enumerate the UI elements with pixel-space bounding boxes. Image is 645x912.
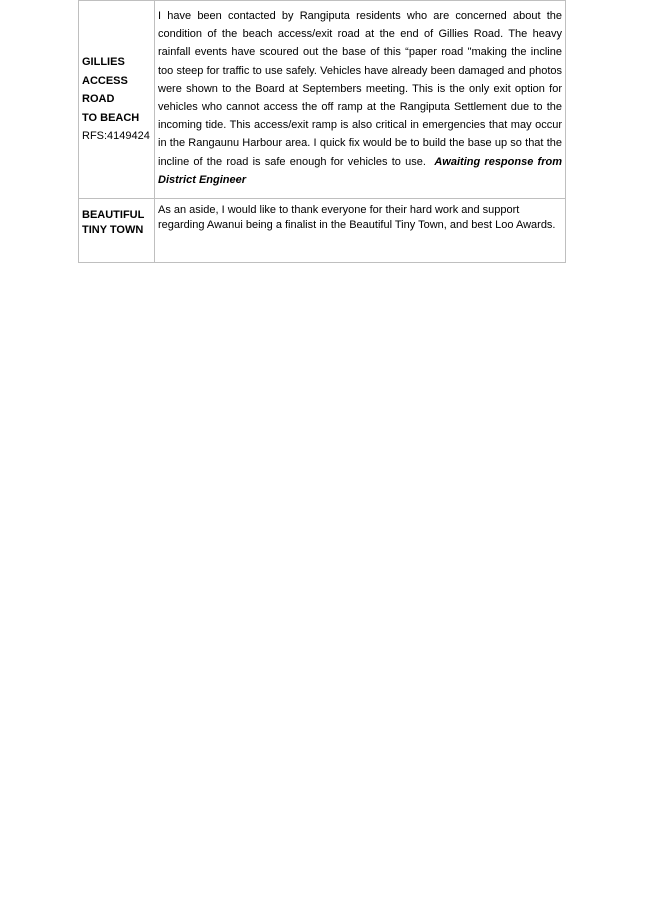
row-body-cell bbox=[155, 199, 566, 263]
row-label-line: TO BEACH bbox=[82, 111, 140, 124]
row-label-cell bbox=[79, 199, 155, 263]
row-body-text: As an aside, I would like to thank everyone for their hard work and support regarding Awanui being a finalist in the Beautiful Tiny Town, and best Loo Awards. bbox=[158, 204, 556, 231]
table-row bbox=[79, 1, 566, 199]
row-body-text: I have been contacted by Rangiputa residents who are concerned about the condition of the beach access/exit road at the end of Gillies Road. The heavy rainfall events have scoured out the base of this “paper road "making the incline too steep for traffic to use safely. Vehicles have already been damaged and photos were shown to the Board at Septembers meeting. This is the only exit option for vehicles who cannot access the off ramp at the Rangiputa Settlement due to the incoming tide. This access/exit ramp is also critical in emergencies that may occur in the Rangaunu Harbour area. I quick fix would be to build the base up so that the incline of the road is safe enough for vehicles to use. bbox=[158, 10, 562, 168]
row-label-cell bbox=[79, 1, 155, 199]
row-label-line: GILLIES bbox=[82, 56, 125, 69]
table-row bbox=[79, 199, 566, 263]
row-label-line: BEAUTIFUL bbox=[82, 209, 145, 221]
row-label-line: TINY TOWN bbox=[82, 223, 144, 236]
rfs-reference: RFS:4149424 bbox=[82, 130, 150, 143]
row-label-line: ACCESS ROAD bbox=[82, 74, 128, 106]
report-table bbox=[78, 0, 566, 263]
row-body-cell bbox=[155, 1, 566, 199]
status-note: Awaiting response from District Engineer bbox=[158, 155, 562, 186]
